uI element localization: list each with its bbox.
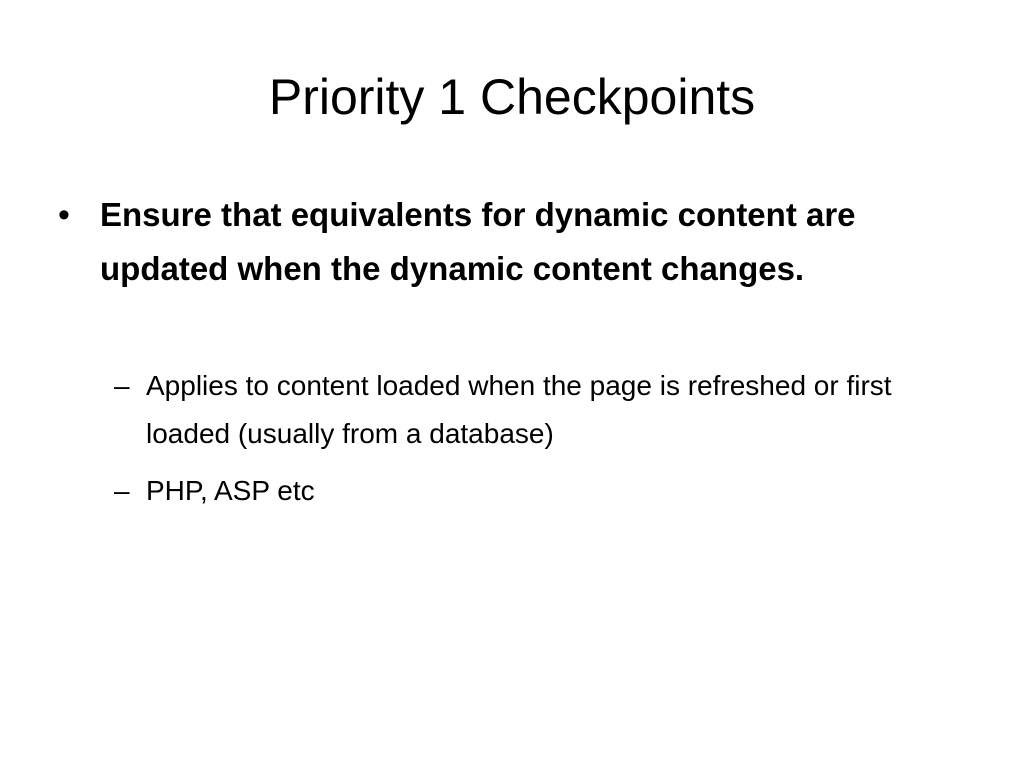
bullet-text: Ensure that equivalents for dynamic content are updated when the dynamic content changes. (100, 196, 856, 287)
sub-bullet-marker: – (114, 370, 130, 401)
sub-bullet-item (114, 362, 974, 458)
sub-bullet-item (114, 467, 974, 515)
sub-bullet-marker: – (114, 475, 130, 506)
bullet-item (58, 188, 958, 296)
sub-bullet-text: Applies to content loaded when the page is refreshed or first loaded (usually from a database) (146, 370, 892, 449)
sub-bullet-text: PHP, ASP etc (146, 475, 315, 506)
slide-title: Priority 1 Checkpoints (268, 69, 756, 125)
bullet-marker: • (58, 196, 70, 234)
